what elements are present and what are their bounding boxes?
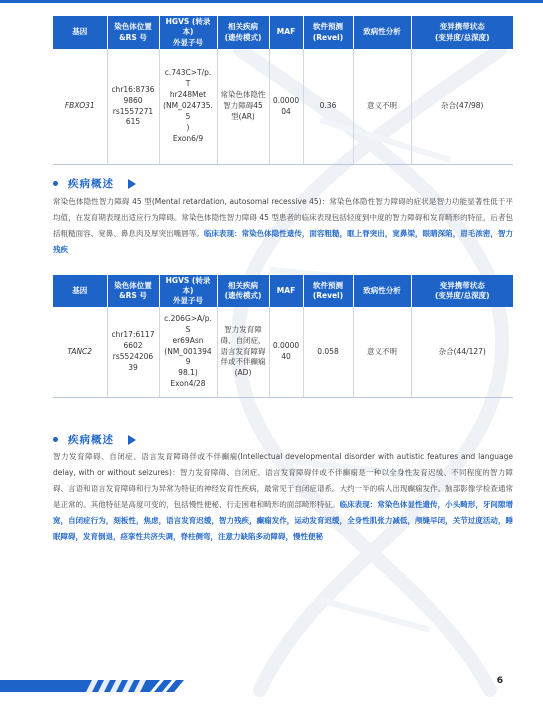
table-header-row — [53, 275, 513, 307]
triangle-right-icon — [128, 435, 136, 445]
header-carrier: 变异携带状态 (变异度/总深度) — [411, 16, 513, 49]
cell-disease: 智力发育障碍、自闭症、语言发育障碍伴或不伴癫痫(AD) — [217, 307, 269, 398]
header-disease: 相关疾病 (遗传模式) — [217, 16, 269, 49]
cell-carrier: 杂合(47/98) — [411, 49, 513, 165]
triangle-right-icon — [128, 179, 136, 189]
section-title: 疾病概述 — [68, 178, 114, 190]
cell-pathogenicity: 意义不明 — [353, 307, 411, 398]
header-pathogenicity: 致病性分析 — [353, 275, 411, 307]
footer-stripe-bar — [0, 680, 190, 692]
clinical-features: 常染色体显性遗传，小头畸形，牙间隙增宽，自闭症行为，刻板性，焦虑，语言发育迟缓，智力残疾，癫痫发作，运动发育迟缓，全身性肌张力减低，颅缝早闭，关节过度活动，睡眠障碍，发育倒退，痉挛性共济失调，脊柱侧弯，注意力缺陷多动障碍，慢性便秘 — [53, 500, 514, 541]
cell-revel: 0.058 — [303, 307, 353, 398]
header-hgvs: HGVS (转录本) 外显子号 — [159, 16, 217, 49]
overview-text: 智力发育障碍、自闭症、语言发育障碍伴或不伴癫痫(Intellectual developmental disorder with autistic features and language delay, with or without seizures)：智力发育障碍、自闭症、语言发育障碍伴或不伴癫痫是一种以全身性发育迟缓、不同程度的智力障碍、言语和语言发育障碍和行为异常为特征的神经发育性疾病，最常见于自闭症谱系。大约一半的病人出现癫痫发作。脑部影像学检查通常是正常的。其他特征是高度可变的，包括慢性便秘、行走困难和畸形的面部畸形特征。 — [53, 452, 513, 509]
header-pathogenicity: 致病性分析 — [353, 16, 411, 49]
header-carrier: 变异携带状态 (变异度/总深度) — [411, 275, 513, 307]
header-maf: MAF — [269, 275, 303, 307]
clinical-label: 临床表现： — [339, 500, 378, 509]
section-heading-2 — [53, 432, 136, 447]
overview-text: 常染色体隐性智力障碍 45 型(Mental retardation, autosomal recessive 45)：常染色体隐性智力障碍的症状是智力功能显著性低于平均值，在发育期表现出适应行为障碍。常染色体隐性智力障碍 45 型患者的临床表现包括轻度到中度的智力障碍和发育畸形的特征，后者包括粗糙面容、宽鼻、鼻息肉及厚突出嘴唇等。 — [53, 197, 513, 238]
header-location: 染色体位置 &RS 号 — [107, 275, 159, 307]
clinical-features: 常染色体隐性遗传，面容粗糙，眶上脊突出，宽鼻梁，眼睛深陷，眉毛浓密，智力残疾 — [53, 229, 514, 254]
header-disease: 相关疾病 (遗传模式) — [217, 275, 269, 307]
cell-revel: 0.36 — [303, 49, 353, 165]
table-row — [53, 49, 513, 165]
header-maf: MAF — [269, 16, 303, 49]
header-gene: 基因 — [53, 16, 107, 49]
header-gene: 基因 — [53, 275, 107, 307]
cell-carrier: 杂合(44/127) — [411, 307, 513, 398]
disease-overview-2 — [53, 449, 513, 545]
cell-maf: 0.000004 — [269, 49, 303, 165]
section-heading-1 — [53, 176, 136, 191]
header-revel: 软件预测 (Revel) — [303, 275, 353, 307]
bullet-dot-icon — [53, 181, 58, 186]
section-title: 疾病概述 — [68, 434, 114, 446]
cell-gene: TANC2 — [53, 307, 107, 398]
variant-table-1 — [53, 16, 513, 165]
cell-hgvs: c.743C>T/p.T hr248Met (NM_024735.5 ) Exon6/9 — [159, 49, 217, 165]
top-accent-line — [0, 0, 543, 3]
cell-hgvs: c.206G>A/p.S er69Asn (NM_0013949 98.1) Exon4/28 — [159, 307, 217, 398]
header-hgvs: HGVS (转录本) 外显子号 — [159, 275, 217, 307]
cell-pathogenicity: 意义不明 — [353, 49, 411, 165]
variant-table-2 — [53, 275, 513, 398]
cell-location: chr17:6117 6602 rs5524206 39 — [107, 307, 159, 398]
cell-maf: 0.000040 — [269, 307, 303, 398]
cell-gene: FBXO31 — [53, 49, 107, 165]
table-row — [53, 307, 513, 398]
clinical-label: 临床表现： — [203, 229, 242, 238]
cell-disease: 常染色体隐性智力障碍45型(AR) — [217, 49, 269, 165]
table-header-row — [53, 16, 513, 49]
page-number: 6 — [496, 676, 503, 686]
header-revel: 软件预测 (Revel) — [303, 16, 353, 49]
cell-location: chr16:8736 9860 rs1557271 615 — [107, 49, 159, 165]
disease-overview-1 — [53, 194, 513, 258]
bullet-dot-icon — [53, 437, 58, 442]
header-location: 染色体位置 &RS 号 — [107, 16, 159, 49]
